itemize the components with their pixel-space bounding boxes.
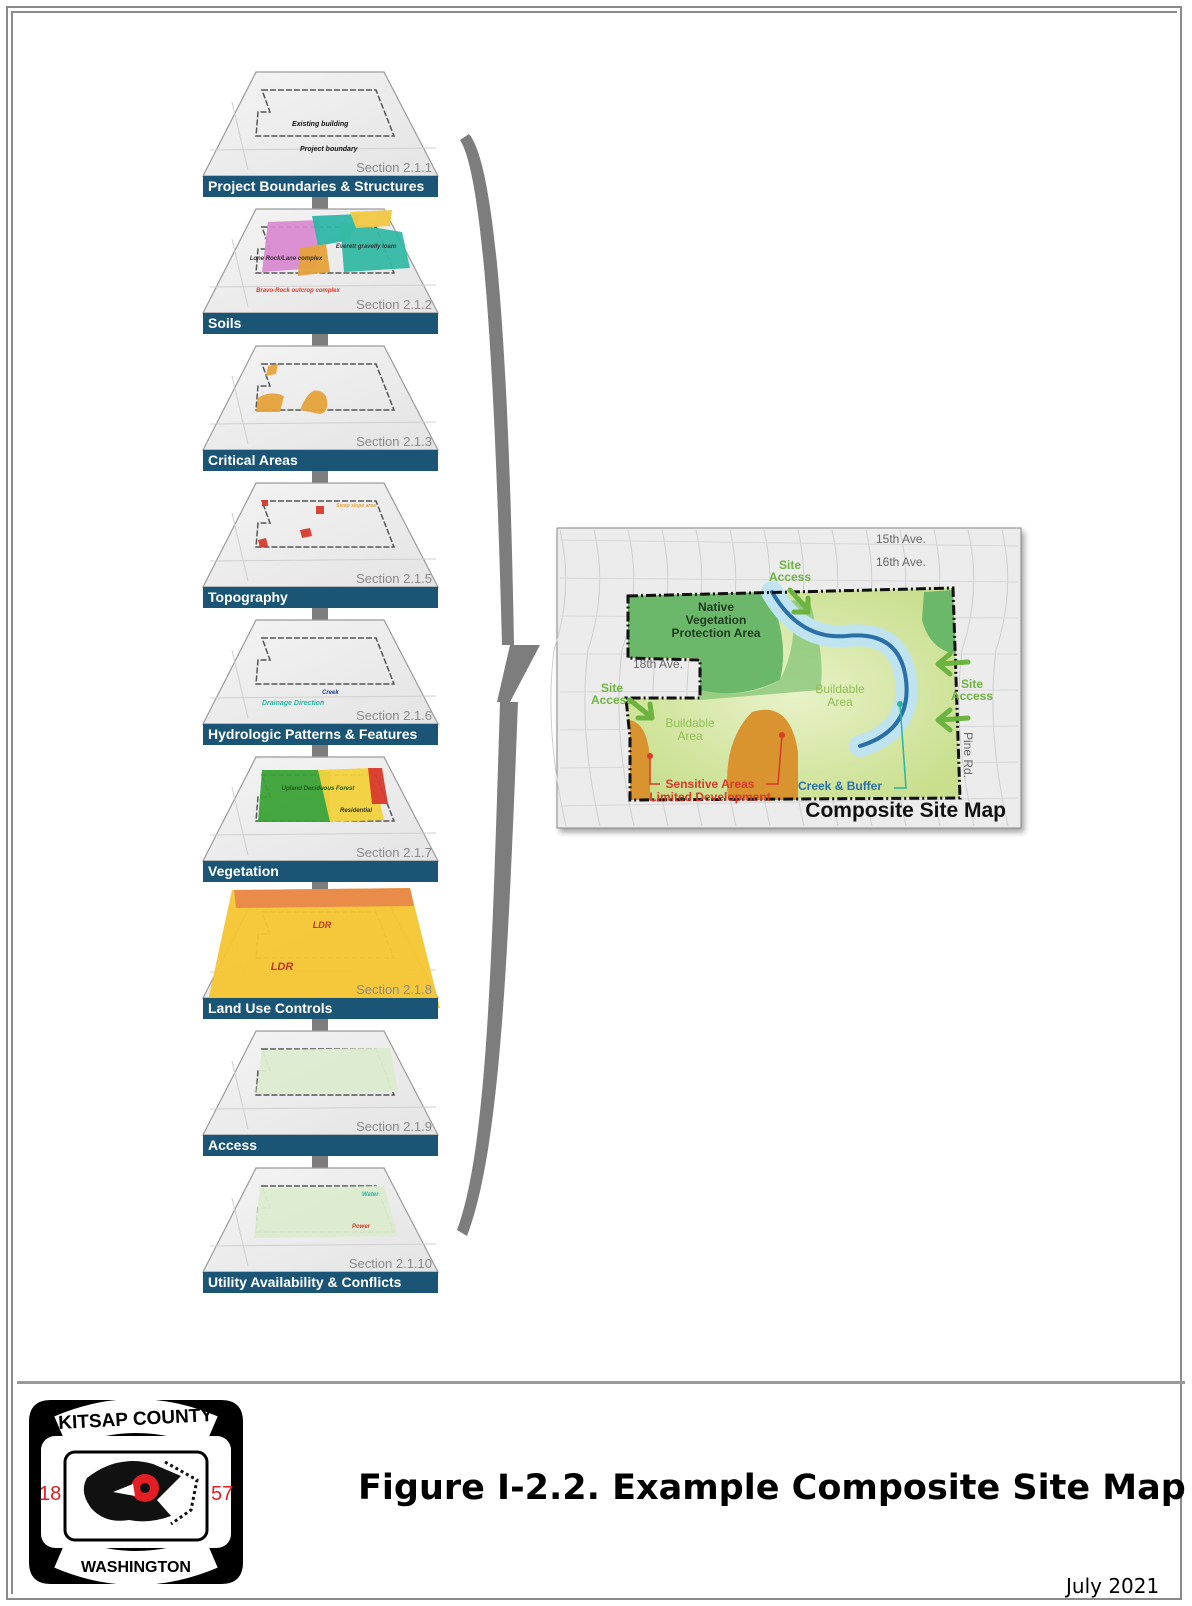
site-access-label: Access [590,693,634,707]
layer-annotation: Water [362,1192,379,1198]
native-vegetation-label: Vegetation [685,613,747,627]
logo-left-year: 18 [39,1483,62,1505]
layer-panel [203,346,438,506]
layer-title: Vegetation [208,863,279,879]
buildable-area-label: Area [677,729,703,743]
layer-annotation: Residential [339,808,373,814]
creek-buffer-label: Creek & Buffer [798,779,883,793]
logo-bottom-text: WASHINGTON [81,1559,191,1576]
buildable-area-label: Buildable [665,716,715,730]
layer-annotation: Project boundary [300,146,358,153]
layer-section-label: Section 2.1.8 [356,982,432,997]
layer-annotation: Upland Deciduous Forest [281,786,355,792]
footer-rule [17,1381,1185,1384]
logo-right-year: 57 [211,1483,234,1505]
native-vegetation-label: Protection Area [671,626,761,640]
layer-section-label: Section 2.1.9 [356,1119,432,1134]
layer-title: Project Boundaries & Structures [208,178,425,194]
layer-annotation: Steep slope area [336,503,376,509]
layer-title: Hydrologic Patterns & Features [208,726,418,742]
layer-annotation: Lone Rock/Lane complex [249,256,323,262]
layer-annotation: LDR [270,961,294,973]
layer-panel [203,888,440,1054]
layer-section-label: Section 2.1.6 [356,708,432,723]
layer-title: Soils [208,315,242,331]
street-label-pine: Pine Rd. [961,732,975,779]
layer-section-label: Section 2.1.10 [348,1256,432,1271]
layer-annotation: Existing building [292,121,349,128]
site-access-label: Site [778,558,802,572]
layer-title: Critical Areas [208,452,298,468]
layer-annotation: Drainage Direction [262,700,325,707]
layer-title: Utility Availability & Conflicts [208,1274,402,1290]
site-access-label: Site [960,677,984,691]
layer-panel [203,1168,438,1293]
layer-annotation: Creek [322,690,339,696]
layer-panel [203,1031,438,1191]
buildable-area-label: Buildable [815,682,865,696]
site-access-label: Access [768,570,812,584]
layer-annotation: Power [352,1224,371,1230]
layer-section-label: Section 2.1.1 [356,160,432,175]
street-label-16th: 16th Ave. [876,555,926,569]
native-vegetation-label: Native [697,600,735,614]
layer-section-label: Section 2.1.3 [356,434,432,449]
layer-panel [203,483,438,643]
layer-section-label: Section 2.1.5 [356,571,432,586]
composite-site-map [551,528,1021,828]
street-label-15th: 15th Ave. [876,532,926,546]
layer-section-label: Section 2.1.2 [356,297,432,312]
document-date: July 2021 [1066,1574,1160,1598]
layer-annotation: LDR [312,920,332,930]
layer-annotation: Bravo-Rock outcrop complex [256,288,340,294]
site-access-label: Site [600,681,624,695]
layer-annotation: Everett gravelly loam [335,244,397,250]
layer-title: Access [208,1137,258,1153]
layer-title: Topography [208,589,288,605]
composite-map-title: Composite Site Map [805,799,1006,822]
sensitive-areas-label: Limited Development [649,790,771,804]
logo-top-text: KITSAP COUNTY [57,1404,214,1435]
bracket-arrow [457,134,540,1236]
layer-section-label: Section 2.1.7 [356,845,432,860]
layer-title: Land Use Controls [208,1000,333,1016]
figure-caption: Figure I-2.2. Example Composite Site Map [358,1468,1186,1508]
sensitive-areas-label: Sensitive Areas [665,777,755,791]
kitsap-county-logo [21,1392,251,1592]
site-access-label: Access [950,689,994,703]
street-label-18th: 18th Ave. [633,657,683,671]
buildable-area-label: Area [827,695,853,709]
